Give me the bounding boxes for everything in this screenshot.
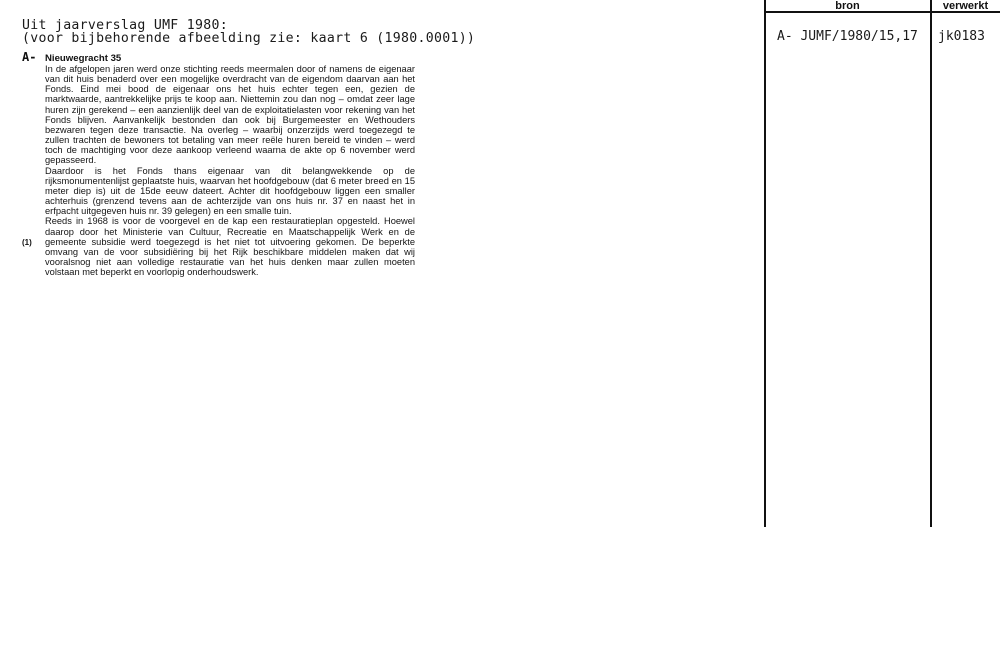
margin-note: (1) [22, 238, 32, 247]
middle-column-rule [930, 0, 932, 527]
reference-bron: A- JUMF/1980/15,17 [777, 29, 918, 44]
paragraph-3: Reeds in 1968 is voor de voorgevel en de kap een restauratieplan opgesteld. Hoewel daarop door het Ministerie van Cultuur, Recreatie en Maatschappelijk Werk en de gemeente subsidie werd toegezegd is het niet tot uitvoering gekomen. De beperkte omvang van de voor subsidiëring bij het Rijk beschikbare middelen maken dat wij vooralsnog niet aan volledige restauratie van het huis denken maar zullen moeten volstaan met beperkt en voorlopig onderhoudswerk. [45, 216, 415, 278]
entry-body [45, 64, 415, 277]
column-header-bron: bron [835, 0, 860, 12]
paragraph-1: In de afgelopen jaren werd onze stichting reeds meermalen door of namens de eigenaar van dit huis benaderd over een mogelijke overdracht van de eigendom daarvan aan het Fonds. Eind mei bood de eigenaar ons het huis echter tegen een, gezien de marktwaarde, aantrekkelijke prijs te koop aan. Niettemin zou dan nog – omdat zeer lage huren zijn gerekend – een aanzienlijk deel van de exploitatielasten voor rekening van het Fonds blijven. Aanvankelijk bestonden dan ook bij Burgemeester en Wethouders bezwaren tegen deze transactie. Na overleg – waarbij onzerzijds werd toegezegd te zullen trachten de bewoners tot betaling van meer reële huren bereid te vinden – werd toch de machtiging voor deze aankoop verleend waarna de akte op 6 november werd gepasseerd. [45, 64, 415, 166]
entry-heading: Nieuwegracht 35 [45, 53, 122, 64]
title-line-2: (voor bijbehorende afbeelding zie: kaart 6 (1980.0001)) [22, 31, 476, 46]
reference-verwerkt: jk0183 [938, 29, 985, 44]
column-header-verwerkt: verwerkt [942, 0, 989, 12]
left-column-rule [764, 0, 766, 527]
title-line-1: Uit jaarverslag UMF 1980: [22, 18, 228, 33]
entry-marker: A- [22, 50, 37, 64]
paragraph-2: Daardoor is het Fonds thans eigenaar van dit belangwekkende op de rijksmonumentenlijst geplaatste huis, waarvan het hoofdgebouw (dat 6 meter breed en 15 meter diep is) uit de 15de eeuw dateert. Achter dit hoofdgebouw liggen een smaller achterhuis (grenzend tevens aan de achterzijde van ons huis nr. 37 en naast het in erfpacht uitgegeven huis nr. 39 gelegen) en een smalle tuin. [45, 165, 415, 217]
